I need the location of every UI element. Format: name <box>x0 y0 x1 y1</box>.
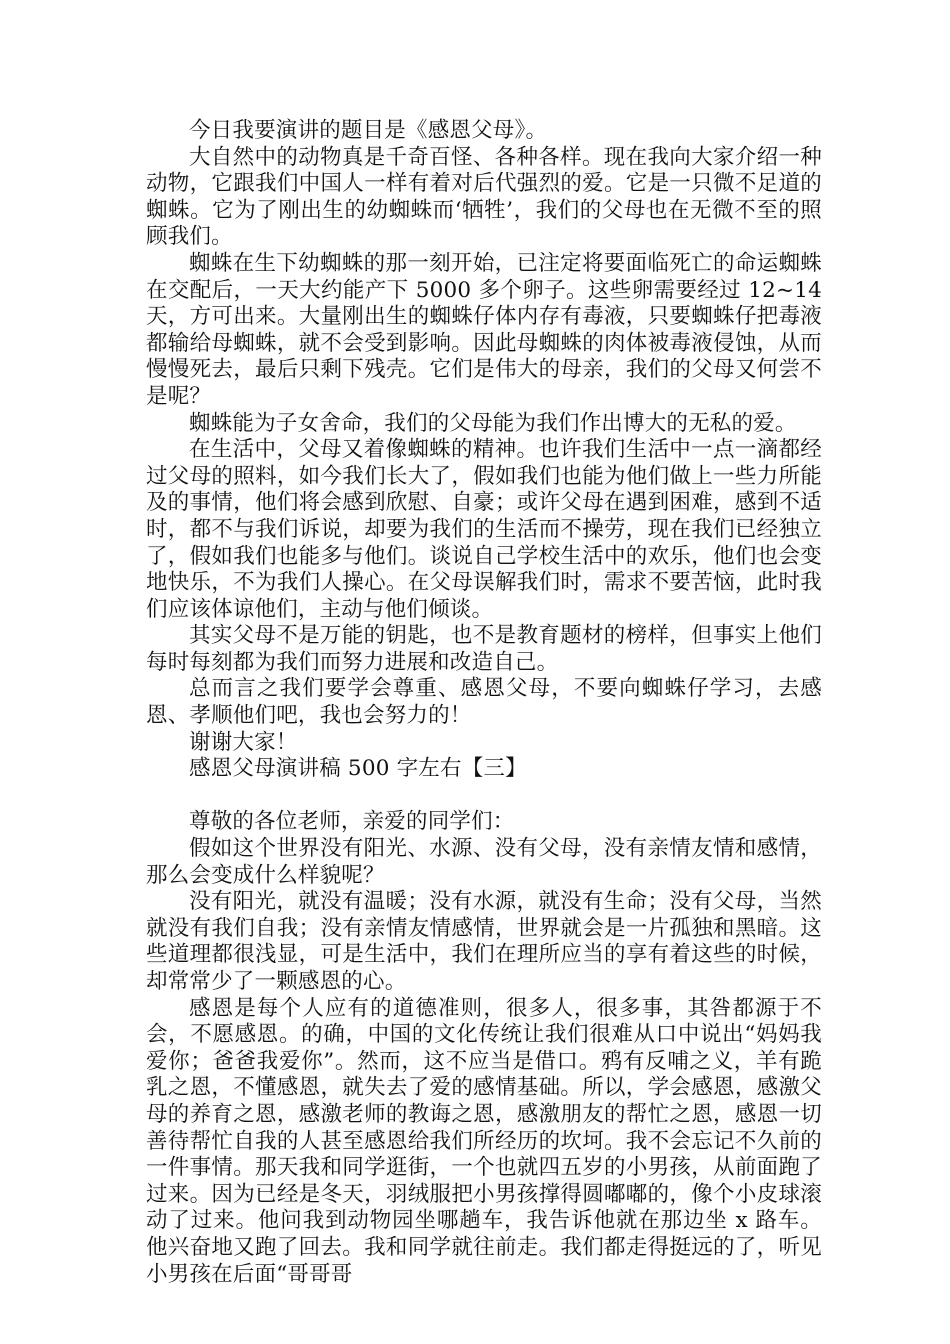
paragraph-hypothetical-world: 假如这个世界没有阳光、水源、没有父母，没有亲情友情和感情，那么会变成什么样貌呢？ <box>146 836 822 888</box>
paragraph-greeting: 尊敬的各位老师，亲爱的同学们： <box>189 809 515 835</box>
paragraph-selfless-love: 蜘蛛能为子女舍命，我们的父母能为我们作出博大的无私的爱。 <box>189 410 797 436</box>
paragraph-no-sunlight: 没有阳光，就没有温暖；没有水源，就没有生命；没有父母，当然就没有我们自我；没有亲情友情感情，世界就会是一片孤独和黑暗。这些道理都很浅显，可是生活中，我们在理所应当的享有着这些的时候，却常常少了一颗感恩的心。 <box>146 889 822 994</box>
paragraph-speech-topic: 今日我要演讲的题目是《感恩父母》。 <box>189 118 548 143</box>
paragraph-spider-intro: 大自然中的动物真是千奇百怪、各种各样。现在我向大家介绍一种动物，它跟我们中国人一样有着对后代强烈的爱。它是一只微不足道的蜘蛛。它为了刚出生的幼蜘蛛而‘牺牲’，我们的父母也在无微不至的照顾我们。 <box>146 144 822 250</box>
paragraph-spider-sacrifice: 蜘蛛在生下幼蜘蛛的那一刻开始，已注定将要面临死亡的命运蜘蛛在交配后，一天大约能产下 5000 多个卵子。这些卵需要经过 12~14 天，方可出来。大量刚出生的蜘蛛仔体内存有毒液，只要蜘蛛仔把毒液都输给母蜘蛛，就不会受到影响。因此母蜘蛛的肉体被毒液侵蚀，从而慢慢死去，最后只剩下残壳。它们是伟大的母亲，我们的父母又何尝不是呢？ <box>146 250 822 409</box>
document-body <box>146 118 822 1288</box>
blank-line <box>146 783 822 810</box>
paragraph-gratitude-story: 感恩是每个人应有的道德准则，很多人，很多事，其咎都源于不会，不愿感恩。的确，中国的文化传统让我们很难从口中说出“妈妈我爱你；爸爸我爱你”。然而，这不应当是借口。鸦有反哺之义，羊有跪乳之恩，不懂感恩，就失去了爱的感情基础。所以，学会感恩，感激父母的养育之恩，感激老师的教诲之恩，感激朋友的帮忙之恩，感恩一切善待帮忙自我的人甚至感恩给我们所经历的坎坷。我不会忘记不久前的一件事情。那天我和同学逛街，一个也就四五岁的小男孩，从前面跑了过来。因为已经是冬天，羽绒服把小男孩撑得圆嘟嘟的，像个小皮球滚动了过来。他问我到动物园坐哪趟车，我告诉他就在那边坐 x 路车。他兴奋地又跑了回去。我和同学就往前走。我们都走得挺远的了，听见小男孩在后面“哥哥哥 <box>146 995 822 1287</box>
section-heading-three: 感恩父母演讲稿 500 字左右【三】 <box>189 756 527 782</box>
paragraph-daily-life: 在生活中，父母又着像蜘蛛的精神。也许我们生活中一点一滴都经过父母的照料，如今我们长大了，假如我们也能为他们做上一些力所能及的事情，他们将会感到欣慰、自豪；或许父母在遇到困难，感到不适时，都不与我们诉说，却要为我们的生活而不操劳，现在我们已经独立了，假如我们也能多与他们。谈说自己学校生活中的欢乐，他们也会变地快乐，不为我们人操心。在父母误解我们时，需求不要苦恼，此时我们应该体谅他们，主动与他们倾谈。 <box>146 437 822 622</box>
paragraph-parents-effort: 其实父母不是万能的钥匙，也不是教育题材的榜样，但事实上他们每时每刻都为我们而努力进展和改造自己。 <box>146 623 822 675</box>
paragraph-thanks: 谢谢大家！ <box>189 729 298 755</box>
paragraph-conclusion: 总而言之我们要学会尊重、感恩父母，不要向蜘蛛仔学习，去感恩、孝顺他们吧，我也会努力的！ <box>146 676 822 729</box>
